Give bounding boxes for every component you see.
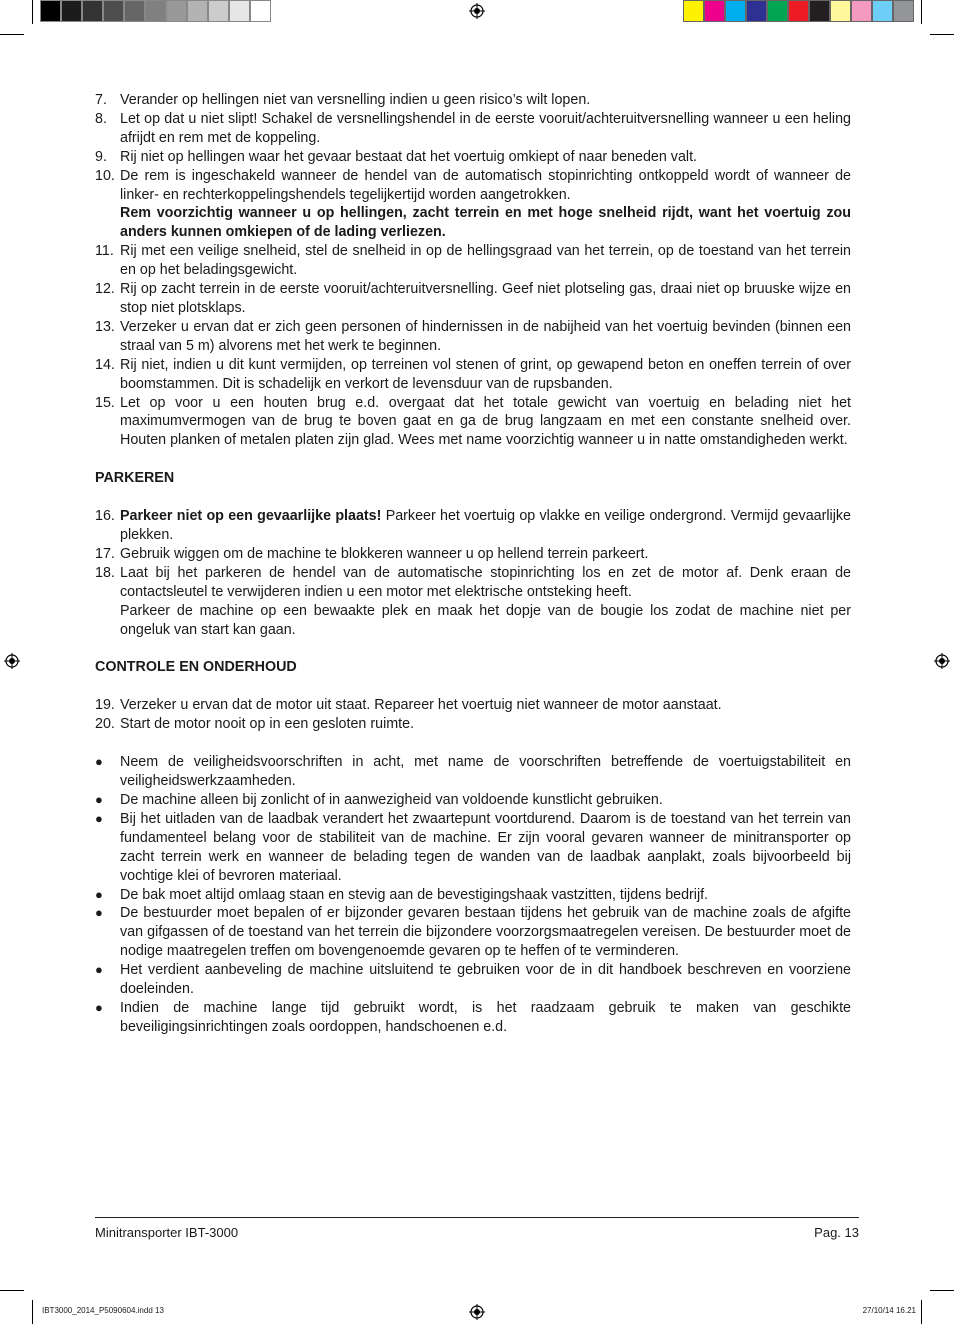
bullet-icon: ●: [95, 810, 103, 826]
gray-swatch: [145, 0, 166, 22]
section-heading-controle: CONTROLE EN ONDERHOUD: [95, 659, 297, 676]
gray-swatch: [166, 0, 187, 22]
item-body: Verander op hellingen niet van versnelling indien u geen risico’s wilt lopen.: [120, 92, 591, 108]
registration-mark-icon: [934, 653, 950, 669]
list-item: [95, 715, 851, 734]
color-swatch: [872, 0, 893, 22]
bullet-text: De bak moet altijd omlaag staan en stevig aan de bevestigingshaak vastzitten, tijdens bedrijf.: [120, 886, 709, 903]
bullet-item: [95, 961, 851, 999]
item-text: [120, 394, 851, 451]
item-number: 8.: [95, 110, 107, 127]
color-swatch: [830, 0, 851, 22]
item-number: 10.: [95, 167, 115, 184]
bullet-icon: ●: [95, 962, 103, 978]
item-text: [120, 564, 851, 640]
item-number: 16.: [95, 508, 115, 525]
gray-swatch: [40, 0, 61, 22]
footer-title: Minitransporter IBT-3000: [95, 1225, 239, 1240]
registration-mark-icon: [469, 3, 485, 19]
item-number: 9.: [95, 148, 107, 165]
item-number: 20.: [95, 716, 115, 733]
item-text: [120, 110, 851, 148]
item-body: Gebruik wiggen om de machine te blokkeren wanneer u op hellend terrein parkeert.: [120, 545, 649, 562]
item-extra: Parkeer de machine op een bewaakte plek en maak het dopje van de bougie los zodat de machine niet per ongeluk van start kan gaan.: [120, 602, 851, 638]
item-body: Rij niet op hellingen waar het gevaar bestaat dat het voertuig omkiept of naar beneden valt.: [120, 148, 698, 165]
item-number: 7.: [95, 92, 107, 108]
bullet-item: [95, 904, 851, 961]
item-number: 15.: [95, 394, 115, 411]
item-text: [120, 242, 851, 280]
color-swatch: [704, 0, 725, 22]
item-number: 11.: [95, 243, 114, 260]
color-swatch: [809, 0, 830, 22]
safety-list-maintenance: [95, 696, 851, 734]
bullet-item: [95, 810, 851, 886]
item-number: 14.: [95, 356, 115, 373]
safety-list-driving: [95, 91, 851, 450]
color-swatch: [683, 0, 704, 22]
color-swatch: [851, 0, 872, 22]
color-swatch: [746, 0, 767, 22]
safety-list-parking: [95, 507, 851, 639]
item-number: 19.: [95, 697, 115, 714]
item-body: Rij niet, indien u dit kunt vermijden, op terreinen vol stenen of grint, op gewapend beton en oneffen terrein of over boomstammen. Dit is schadelijk en verkort de levensduur van de rupsbanden.: [120, 356, 851, 392]
crop-mark: [921, 0, 922, 24]
bullet-text: De bestuurder moet bepalen of er bijzonder gevaren bestaan tijdens het gebruik van de machine zoals de afgifte van gifgassen of de toestand van het terrein die bijzondere voorzorgsmaatregelen vereisen. De bestuurder moet de nodige maatregelen treffen om bovengenoemde gevaren op te heffen of te verminderen.: [120, 905, 851, 960]
list-item: [95, 167, 851, 243]
bullet-text: Indien de machine lange tijd gebruikt wordt, is het raadzaam gebruik te maken van geschikte beveiligingsinrichtingen zoals oordoppen, handschoenen e.d.: [120, 999, 851, 1035]
grayscale-calibration-bar: [40, 0, 271, 22]
item-text: [120, 167, 851, 243]
bullet-icon: ●: [95, 754, 103, 770]
color-swatch: [893, 0, 914, 22]
list-item: [95, 318, 851, 356]
gray-swatch: [187, 0, 208, 22]
bullet-text: De machine alleen bij zonlicht of in aanwezigheid van voldoende kunstlicht gebruiken.: [120, 792, 663, 808]
item-text: [120, 148, 851, 167]
item-body: Verzeker u ervan dat er zich geen personen of hindernissen in de nabijheid van het voertuig bevinden (binnen een straal van 5 m) alvorens met het werk te beginnen.: [120, 318, 851, 354]
list-item: [95, 545, 851, 564]
bullet-text: Neem de veiligheidsvoorschriften in acht, met name de voorschriften betreffende de voertuigstabiliteit en veiligheidswerkzaamheden.: [120, 754, 851, 790]
list-item: [95, 110, 851, 148]
bullet-item: [95, 791, 851, 810]
item-body: Start de motor nooit op in een gesloten ruimte.: [120, 716, 415, 733]
gray-swatch: [103, 0, 124, 22]
item-body: Let op dat u niet slipt! Schakel de versnellingshendel in de eerste vooruit/achteruitversnelling wanneer u een heling afrijdt en rem met de koppeling.: [120, 110, 851, 146]
slug-filename: IBT3000_2014_P5090604.indd 13: [42, 1306, 164, 1315]
item-body: Rij met een veilige snelheid, stel de snelheid in op de hellingsgraad van het terrein, op de toestand van het terrein en op het beladingsgewicht.: [120, 243, 851, 279]
item-body: Let op voor u een houten brug e.d. overgaat dat het totale gewicht van voertuig en belading niet het maximumvermogen van de brug te boven gaat en ga de brug langzaam en met een constante snelheid over. Houten planken of metalen platen zijn glad. Wees met name voorzichtig wanneer u in natte omstandigheden werkt.: [120, 394, 851, 449]
item-text: [120, 91, 851, 110]
item-body: Rij op zacht terrein in de eerste vooruit/achteruitversnelling. Geef niet plotseling gas, draai niet op bruuske wijze en stop niet plotsklaps.: [120, 281, 851, 316]
item-bold-lead: Parkeer niet op een gevaarlijke plaats!: [120, 508, 382, 525]
bullet-icon: ●: [95, 792, 103, 807]
registration-mark-icon: [4, 653, 20, 669]
crop-mark: [930, 1290, 954, 1291]
bullet-text: Bij het uitladen van de laadbak verandert het zwaartepunt voortdurend. Daarom is de toestand van het terrein van fundamenteel belang voor de stabiliteit van de machine. Er zijn vooral gevaren wanneer de minitransporter op zacht terrein werk en wanneer de belading tegen de wanden van de laadbak aanplakt, zoals bijvoorbeeld bij vochtige klei of bevroren materiaal.: [120, 810, 851, 884]
item-text: [120, 356, 851, 394]
crop-mark: [32, 0, 33, 24]
color-swatch: [788, 0, 809, 22]
item-text: [120, 507, 851, 545]
item-body: Parkeer het voertuig op vlakke en veilige ondergrond. Vermijd gevaarlijke plekken.: [120, 508, 851, 544]
slug-date: 27/10/14 16.21: [862, 1306, 916, 1315]
crop-mark: [930, 34, 954, 35]
item-number: 18.: [95, 564, 115, 581]
registration-mark-icon: [469, 1304, 485, 1320]
crop-mark: [0, 34, 24, 35]
item-text: [120, 715, 851, 734]
list-item: [95, 91, 851, 110]
gray-swatch: [124, 0, 145, 22]
item-text: [120, 545, 851, 564]
bullet-list: [95, 753, 851, 1037]
item-body: De rem is ingeschakeld wanneer de hendel van de automatisch stopinrichting ontkoppeld wordt of wanneer de linker- en rechterkoppelingshendels tegelijkertijd worden aangetrokken.: [120, 167, 851, 203]
list-item: [95, 280, 851, 318]
footer-rule: [95, 1217, 859, 1218]
item-text: [120, 318, 851, 356]
item-number: 17.: [95, 545, 115, 562]
item-text: [120, 280, 851, 318]
color-swatch: [725, 0, 746, 22]
gray-swatch: [208, 0, 229, 22]
item-warning: Rem voorzichtig wanneer u op hellingen, zacht terrein en met hoge snelheid rijdt, want het voertuig zou anders kunnen omkiepen of de lading verliezen.: [120, 205, 851, 241]
bullet-item: [95, 753, 851, 791]
bullet-icon: ●: [95, 886, 103, 902]
item-number: 12.: [95, 281, 115, 298]
color-calibration-bar: [683, 0, 914, 22]
crop-mark: [32, 1300, 33, 1324]
item-text: [120, 696, 851, 715]
list-item: [95, 242, 851, 280]
list-item: [95, 356, 851, 394]
bullet-icon: ●: [95, 905, 103, 921]
item-body: Verzeker u ervan dat de motor uit staat. Repareer het voertuig niet wanneer de motor aanstaat.: [120, 697, 722, 714]
page-number: Pag. 13: [814, 1225, 859, 1240]
item-body: Laat bij het parkeren de hendel van de automatische stopinrichting los en zet de motor af. Denk eraan de contactsleutel te verwijderen indien u een motor met elektrische ontsteking heeft.: [120, 564, 851, 600]
list-item: [95, 564, 851, 640]
bullet-text: Het verdient aanbeveling de machine uitsluitend te gebruiken voor de in dit handboek beschreven en voorziene doeleinden.: [120, 962, 851, 998]
bullet-item: [95, 886, 851, 905]
crop-mark: [0, 1290, 24, 1291]
list-item: [95, 148, 851, 167]
gray-swatch: [82, 0, 103, 22]
color-swatch: [767, 0, 788, 22]
list-item: [95, 696, 851, 715]
gray-swatch: [61, 0, 82, 22]
list-item: [95, 507, 851, 545]
document-body: [95, 91, 851, 1037]
section-heading-parkeren: PARKEREN: [95, 470, 175, 487]
list-item: [95, 394, 851, 451]
gray-swatch: [229, 0, 250, 22]
bullet-item: [95, 999, 851, 1037]
item-number: 13.: [95, 318, 115, 335]
bullet-icon: ●: [95, 999, 103, 1015]
crop-mark: [921, 1300, 922, 1324]
gray-swatch: [250, 0, 271, 22]
